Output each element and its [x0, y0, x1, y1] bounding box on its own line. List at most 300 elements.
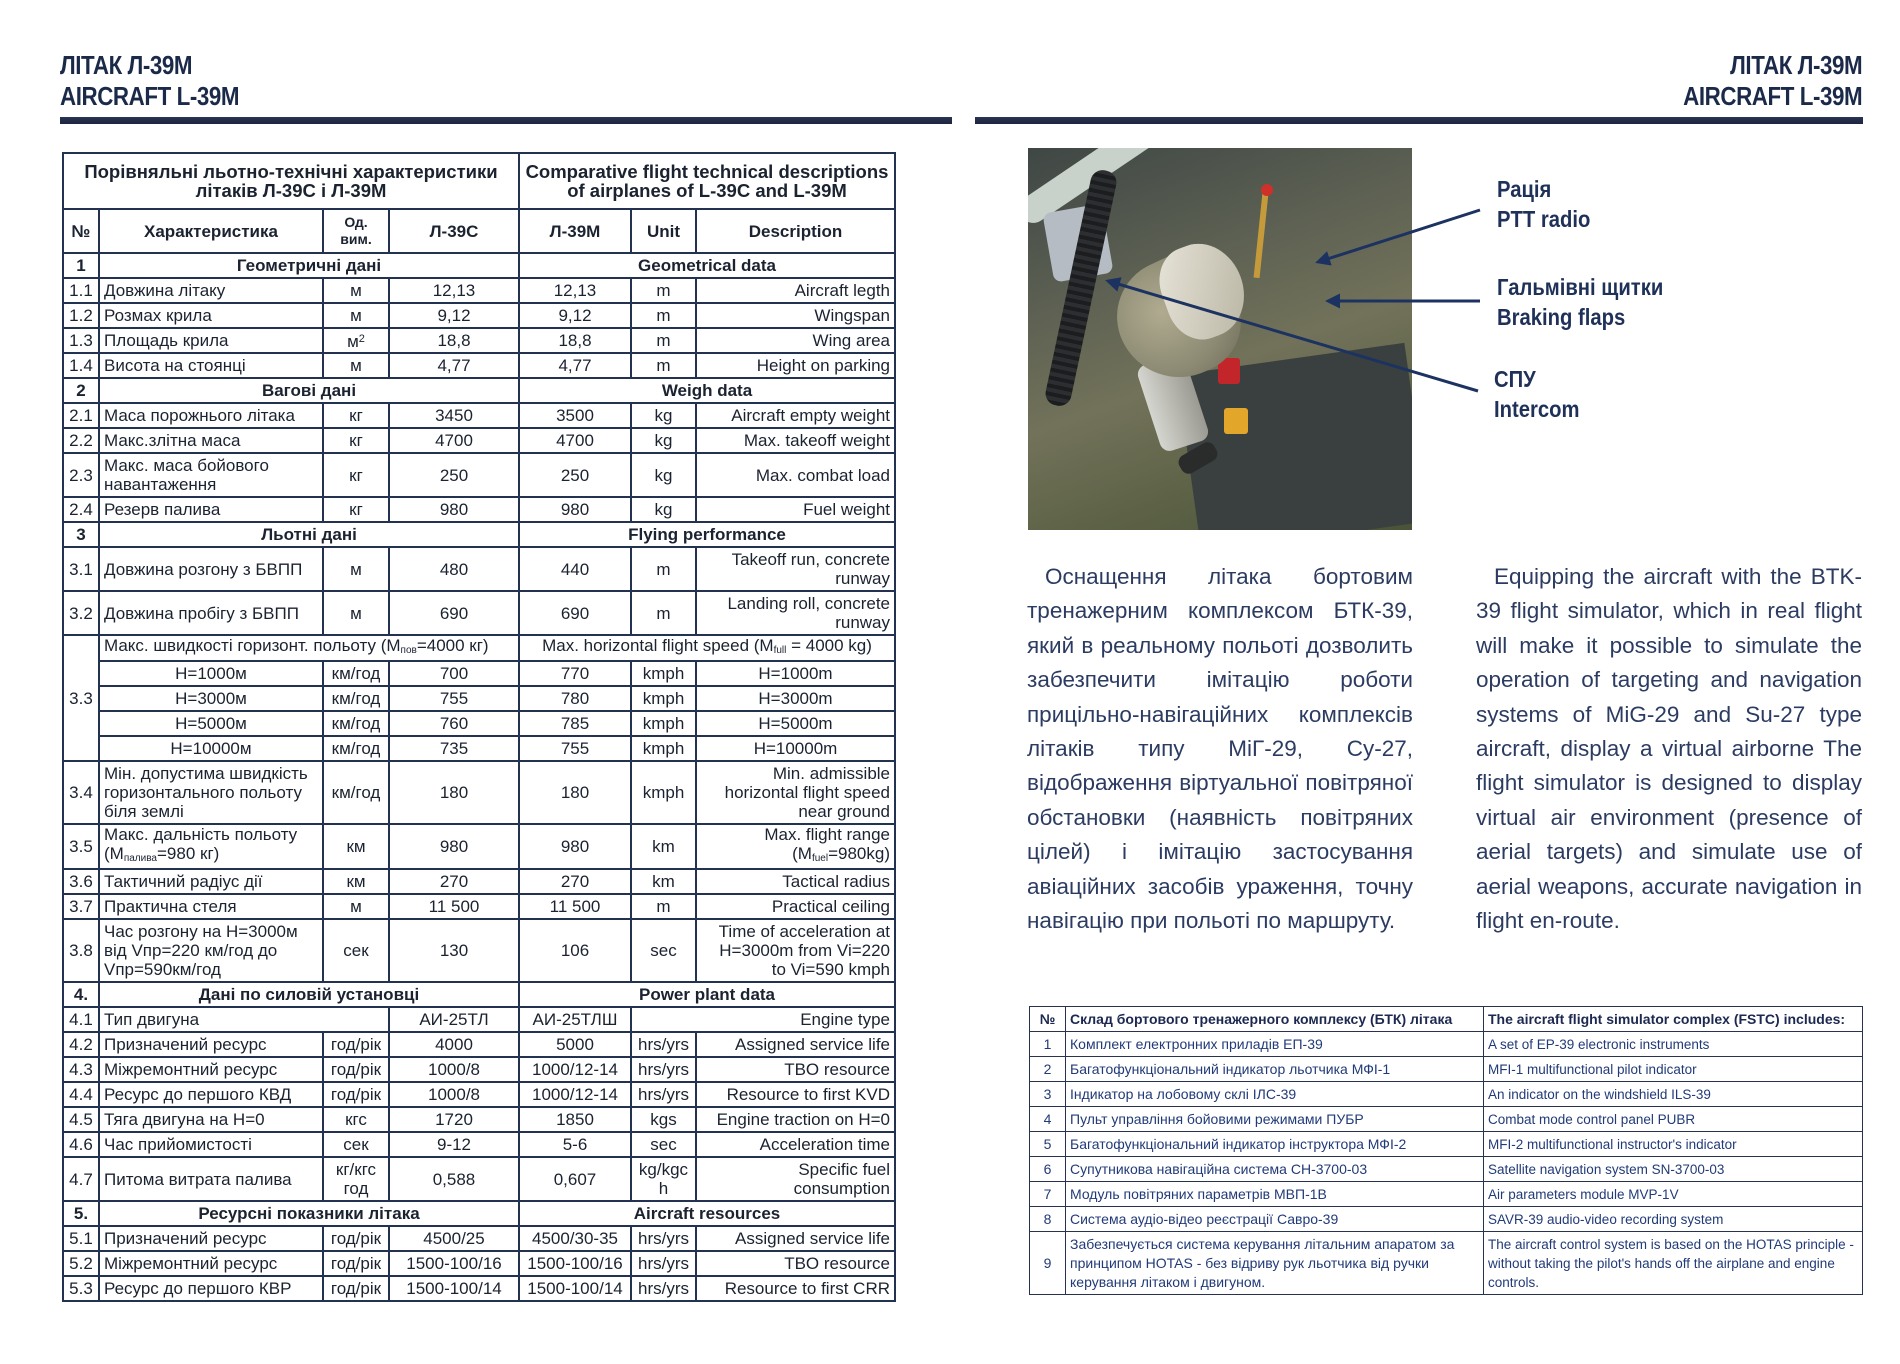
row-description: Max. combat load [696, 453, 895, 497]
row-number: 3.8 [63, 919, 99, 982]
row-value-l39m: 690 [519, 591, 631, 635]
row-characteristic: Тип двигуна [99, 1007, 389, 1032]
row-characteristic: Довжина літаку [99, 278, 323, 303]
row-unit-uk: год/рік [323, 1082, 389, 1107]
table-row [63, 547, 895, 591]
section-number: 3 [63, 522, 99, 547]
row-characteristic: Мін. допустима швидкість горизонтального польоту біля землі [99, 761, 323, 824]
fstc-row-number: 1 [1030, 1032, 1066, 1057]
row-value-l39c: 700 [389, 661, 519, 686]
row-value-l39m: АИ-25ТЛШ [519, 1007, 631, 1032]
speed-row [63, 736, 895, 761]
row-value-l39c: 755 [389, 686, 519, 711]
speed-group-title-uk: Макс. швидкості горизонт. польоту ($M_{пов}=4000$ кг) [99, 635, 519, 661]
row-unit-en: kmph [631, 661, 696, 686]
fstc-item-uk: Система аудіо-відео реєстрації Савро-39 [1066, 1207, 1484, 1232]
row-unit-uk: год/рік [323, 1276, 389, 1301]
table-row [63, 428, 895, 453]
fstc-row [1030, 1082, 1863, 1107]
row-number: 4.6 [63, 1132, 99, 1157]
row-unit-uk: год/рік [323, 1032, 389, 1057]
fstc-col-uk: Склад бортового тренажерного комплексу (БТК) літака [1066, 1007, 1484, 1032]
row-unit-en: kmph [631, 686, 696, 711]
row-unit-uk: м [323, 353, 389, 378]
row-characteristic: Час розгону на H=3000м від Vпр=220 км/год до Vпр=590км/год [99, 919, 323, 982]
row-unit-en: m [631, 353, 696, 378]
table-row [63, 328, 895, 353]
row-description: Fuel weight [696, 497, 895, 522]
row-description: Assigned service life [696, 1032, 895, 1057]
title-ukrainian: ЛІТАК Л-39М [60, 50, 193, 80]
row-value-l39m: 4700 [519, 428, 631, 453]
fstc-item-en: A set of EP-39 electronic instruments [1484, 1032, 1863, 1057]
row-unit-uk: год/рік [323, 1226, 389, 1251]
section-header-row [63, 982, 895, 1007]
row-number: 2.2 [63, 428, 99, 453]
row-unit-en: kmph [631, 711, 696, 736]
section-title-en: Aircraft resources [519, 1201, 895, 1226]
row-description: Wingspan [696, 303, 895, 328]
row-description: Aircraft legth [696, 278, 895, 303]
row-unit-uk: м [323, 591, 389, 635]
row-value-l39m: 11 500 [519, 894, 631, 919]
right-page-title [1683, 50, 1862, 112]
row-unit-en: km [631, 869, 696, 894]
section-title-uk: Вагові дані [99, 378, 519, 403]
row-description: Assigned service life [696, 1226, 895, 1251]
row-value-l39m: 12,13 [519, 278, 631, 303]
speed-group-title-en: Max. horizontal flight speed ($M_{full} = 4000$ kg) [519, 635, 895, 661]
speed-group-header-row [63, 635, 895, 661]
row-characteristic: Тактичний радіус дії [99, 869, 323, 894]
row-unit-uk: км/год [323, 711, 389, 736]
row-unit-uk: м [323, 278, 389, 303]
fstc-item-en: SAVR-39 audio-video recording system [1484, 1207, 1863, 1232]
row-number: 5.3 [63, 1276, 99, 1301]
row-value-l39c: 1720 [389, 1107, 519, 1132]
row-description: Landing roll, concrete runway [696, 591, 895, 635]
row-value-l39c: 760 [389, 711, 519, 736]
speed-altitude-en: H=1000m [696, 661, 895, 686]
row-number: 4.7 [63, 1157, 99, 1201]
row-unit-uk: кгс [323, 1107, 389, 1132]
row-unit-en: kgs [631, 1107, 696, 1132]
row-number: 3.5 [63, 824, 99, 869]
table-row [63, 894, 895, 919]
col-characteristic: Характеристика [99, 209, 323, 253]
row-value-l39m: 755 [519, 736, 631, 761]
row-unit-uk: год/рік [323, 1251, 389, 1276]
fstc-item-uk: Забезпечується система керування літальним апаратом за принципом HOTAS - без відриву рук льотчика від ручки керування літаком і двигуном. [1066, 1232, 1484, 1295]
col-description: Description [696, 209, 895, 253]
table-row [63, 1032, 895, 1057]
row-unit-uk: км/год [323, 661, 389, 686]
fstc-item-uk: Комплект електронних приладів ЕП-39 [1066, 1032, 1484, 1057]
row-number: 3.6 [63, 869, 99, 894]
table-row [63, 1226, 895, 1251]
row-number: 3.2 [63, 591, 99, 635]
fstc-item-uk: Модуль повітряних параметрів МВП-1В [1066, 1182, 1484, 1207]
row-unit-uk: кг/кгс год [323, 1157, 389, 1201]
row-value-l39c: 4700 [389, 428, 519, 453]
row-unit-en: hrs/yrs [631, 1251, 696, 1276]
row-unit-en: kg [631, 428, 696, 453]
row-value-l39m: 5000 [519, 1032, 631, 1057]
row-unit-en: m [631, 303, 696, 328]
row-number: 2.4 [63, 497, 99, 522]
row-description: Max. takeoff weight [696, 428, 895, 453]
fstc-row [1030, 1232, 1863, 1295]
row-characteristic: Тяга двигуна на H=0 [99, 1107, 323, 1132]
row-unit-uk: м [323, 547, 389, 591]
cockpit-control-stick-photo [1028, 148, 1412, 530]
row-characteristic: Висота на стоянці [99, 353, 323, 378]
section-title-uk: Дані по силовій установці [99, 982, 519, 1007]
section-title-uk: Геометричні дані [99, 253, 519, 278]
col-l39c: Л-39С [389, 209, 519, 253]
title-english: AIRCRAFT L-39M [60, 81, 240, 111]
row-number: 1.3 [63, 328, 99, 353]
row-unit-en: kmph [631, 736, 696, 761]
table-title-uk: Порівняльні льотно-технічні характеристики літаків Л-39С і Л-39М [63, 153, 519, 209]
row-value-l39c: 980 [389, 497, 519, 522]
fstc-item-en: An indicator on the windshield ILS-39 [1484, 1082, 1863, 1107]
row-value-l39m: 980 [519, 824, 631, 869]
table-row [63, 278, 895, 303]
section-number: 5. [63, 1201, 99, 1226]
fstc-item-uk: Індикатор на лобовому склі ІЛС-39 [1066, 1082, 1484, 1107]
speed-row [63, 686, 895, 711]
section-header-row [63, 522, 895, 547]
row-unit-en: hrs/yrs [631, 1082, 696, 1107]
row-value-l39c: 250 [389, 453, 519, 497]
row-characteristic: Ресурс до першого КВД [99, 1082, 323, 1107]
row-number: 2.3 [63, 453, 99, 497]
row-unit-uk: км/год [323, 686, 389, 711]
row-unit-en: m [631, 894, 696, 919]
row-unit-en: kmph [631, 761, 696, 824]
row-unit-uk: кг [323, 403, 389, 428]
row-unit-uk: км/год [323, 736, 389, 761]
fstc-row [1030, 1107, 1863, 1132]
fstc-item-uk: Супутникова навігаційна система СН-3700-03 [1066, 1157, 1484, 1182]
speed-altitude-en: H=10000m [696, 736, 895, 761]
row-value-l39c: 4500/25 [389, 1226, 519, 1251]
row-value-l39c: 1500-100/16 [389, 1251, 519, 1276]
row-value-l39c: АИ-25ТЛ [389, 1007, 519, 1032]
section-title-en: Weigh data [519, 378, 895, 403]
row-value-l39c: 18,8 [389, 328, 519, 353]
row-number: 4.2 [63, 1032, 99, 1057]
row-value-l39m: 1500-100/14 [519, 1276, 631, 1301]
row-characteristic: Макс. маса бойового навантаження [99, 453, 323, 497]
section-number: 1 [63, 253, 99, 278]
table-row [63, 453, 895, 497]
fstc-row [1030, 1207, 1863, 1232]
table-row [63, 497, 895, 522]
description-paragraph-en: Equipping the aircraft with the BTK-39 flight simulator, which in real flight will make it possible to simulate the operation of targeting and navigation systems of MiG-29 and Su-27 type aircraft, display a virtual airborne The flight simulator is designed to display virtual air environment (presence of aerial targets) and simulate use of aerial weapons, accurate navigation in flight en-route. [1476, 564, 1862, 934]
section-title-uk: Ресурсні показники літака [99, 1201, 519, 1226]
row-description: Engine traction on H=0 [696, 1107, 895, 1132]
row-value-l39m: 18,8 [519, 328, 631, 353]
fstc-row-number: 8 [1030, 1207, 1066, 1232]
row-unit-uk: сек [323, 919, 389, 982]
row-description: Height on parking [696, 353, 895, 378]
photo-rod [1254, 193, 1269, 278]
fstc-row-number: 6 [1030, 1157, 1066, 1182]
row-characteristic: Питома витрата палива [99, 1157, 323, 1201]
row-value-l39m: 106 [519, 919, 631, 982]
speed-altitude-uk: H=1000м [99, 661, 323, 686]
row-unit-uk: км [323, 824, 389, 869]
col-unit-en: Unit [631, 209, 696, 253]
row-unit-uk: сек [323, 1132, 389, 1157]
header-rule-right [975, 117, 1863, 124]
row-value-l39m: 180 [519, 761, 631, 824]
row-description: Max. flight range $(M_{fuel}=980kg)$ [696, 824, 895, 869]
row-characteristic: Макс.злітна маса [99, 428, 323, 453]
row-unit-en: kg/kgc h [631, 1157, 696, 1201]
fstc-item-uk: Багатофункціональний індикатор інструктора МФІ-2 [1066, 1132, 1484, 1157]
row-unit-en: hrs/yrs [631, 1057, 696, 1082]
row-unit-en: m [631, 328, 696, 353]
row-value-l39c: 0,588 [389, 1157, 519, 1201]
row-value-l39m: 250 [519, 453, 631, 497]
fstc-row [1030, 1032, 1863, 1057]
row-unit-en: kg [631, 403, 696, 428]
row-value-l39c: 3450 [389, 403, 519, 428]
speed-row [63, 661, 895, 686]
row-value-l39m: 5-6 [519, 1132, 631, 1157]
row-unit-en: kg [631, 453, 696, 497]
row-value-l39m: 1000/12-14 [519, 1082, 631, 1107]
description-paragraph-uk: Оснащення літака бортовим тренажерним комплексом БТК-39, який в реальному польоті дозволить забезпечити імітацію роботи прицільно-навігаційних комплексів літаків типу МіГ-29, Су-27, відображення віртуальної повітряної обстановки (наявність повітряних цілей) і імітацію застосування авіаційних засобів ураження, точну навігацію при польоті по маршруту. [1027, 564, 1413, 934]
row-unit-en: sec [631, 1132, 696, 1157]
row-description: TBO resource [696, 1057, 895, 1082]
row-characteristic: Міжремонтний ресурс [99, 1057, 323, 1082]
row-value-l39m: 4,77 [519, 353, 631, 378]
row-value-l39c: 1000/8 [389, 1082, 519, 1107]
row-value-l39c: 980 [389, 824, 519, 869]
flight-simulator-complex-table [1029, 1006, 1863, 1295]
row-unit-uk: кг [323, 453, 389, 497]
row-unit-en: sec [631, 919, 696, 982]
row-description: Min. admissible horizontal flight speed near ground [696, 761, 895, 824]
table-row [63, 1276, 895, 1301]
col-unit-uk: Од. вим. [323, 209, 389, 253]
speed-altitude-uk: H=10000м [99, 736, 323, 761]
fstc-item-uk: Багатофункціональний індикатор льотчика МФІ-1 [1066, 1057, 1484, 1082]
row-unit-uk: км/год [323, 761, 389, 824]
row-value-l39m: 270 [519, 869, 631, 894]
row-value-l39c: 480 [389, 547, 519, 591]
row-characteristic: Довжина пробігу з БВПП [99, 591, 323, 635]
row-value-l39m: 770 [519, 661, 631, 686]
row-characteristic: Довжина розгону з БВПП [99, 547, 323, 591]
row-number: 4.1 [63, 1007, 99, 1032]
callout-braking-flaps: Гальмівні щитки Braking flaps [1497, 274, 1664, 330]
row-characteristic: Макс. дальність польоту ($M_{палива}=980$ кг) [99, 824, 323, 869]
fstc-row-number: 9 [1030, 1232, 1066, 1295]
row-description: Resource to first CRR [696, 1276, 895, 1301]
row-unit-en: m [631, 278, 696, 303]
row-value-l39c: 4000 [389, 1032, 519, 1057]
row-characteristic: Маса порожнього літака [99, 403, 323, 428]
fstc-item-en: MFI-2 multifunctional instructor's indicator [1484, 1132, 1863, 1157]
section-title-uk: Льотні дані [99, 522, 519, 547]
row-unit-en: hrs/yrs [631, 1226, 696, 1251]
row-value-l39c: 9,12 [389, 303, 519, 328]
column-header-row [63, 209, 895, 253]
fstc-row-number: 7 [1030, 1182, 1066, 1207]
callout-intercom: СПУ Intercom [1494, 366, 1580, 422]
row-number: 3.1 [63, 547, 99, 591]
row-number: 3.3 [63, 635, 99, 761]
row-number: 4.4 [63, 1082, 99, 1107]
row-number: 3.4 [63, 761, 99, 824]
row-unit-en: m [631, 591, 696, 635]
row-number: 2.1 [63, 403, 99, 428]
fstc-item-en: MFI-1 multifunctional pilot indicator [1484, 1057, 1863, 1082]
row-value-l39c: 270 [389, 869, 519, 894]
row-characteristic: Призначений ресурс [99, 1226, 323, 1251]
row-characteristic: Практична стеля [99, 894, 323, 919]
row-characteristic: Розмах крила [99, 303, 323, 328]
table-row [63, 1057, 895, 1082]
table-row [63, 1157, 895, 1201]
left-page-title [60, 50, 239, 112]
row-unit-uk: год/рік [323, 1057, 389, 1082]
row-value-l39c: 735 [389, 736, 519, 761]
row-value-l39m: 440 [519, 547, 631, 591]
row-unit-uk: $м^2$ [323, 328, 389, 353]
header-rule-left [60, 117, 952, 124]
table-row [63, 761, 895, 824]
row-value-l39m: 9,12 [519, 303, 631, 328]
section-title-en: Geometrical data [519, 253, 895, 278]
fstc-row [1030, 1182, 1863, 1207]
table-row [63, 303, 895, 328]
row-characteristic: Міжремонтний ресурс [99, 1251, 323, 1276]
row-value-l39m: 780 [519, 686, 631, 711]
row-description: Time of acceleration at H=3000m from Vi=220 to Vi=590 kmph [696, 919, 895, 982]
row-unit-uk: м [323, 303, 389, 328]
fstc-row-number: 4 [1030, 1107, 1066, 1132]
row-value-l39m: 4500/30-35 [519, 1226, 631, 1251]
row-unit-uk: кг [323, 497, 389, 522]
row-description: Resource to first KVD [696, 1082, 895, 1107]
row-value-l39m: 3500 [519, 403, 631, 428]
row-value-l39c: 1000/8 [389, 1057, 519, 1082]
fstc-row-number: 5 [1030, 1132, 1066, 1157]
table-row [63, 869, 895, 894]
row-description: Acceleration time [696, 1132, 895, 1157]
table-row [63, 403, 895, 428]
row-value-l39c: 1500-100/14 [389, 1276, 519, 1301]
fstc-col-num: № [1030, 1007, 1066, 1032]
speed-altitude-en: H=3000m [696, 686, 895, 711]
row-value-l39c: 690 [389, 591, 519, 635]
fstc-item-uk: Пульт управління бойовими режимами ПУБР [1066, 1107, 1484, 1132]
row-unit-en: m [631, 547, 696, 591]
speed-altitude-uk: H=5000м [99, 711, 323, 736]
row-unit-en: hrs/yrs [631, 1032, 696, 1057]
row-number: 5.2 [63, 1251, 99, 1276]
section-title-en: Flying performance [519, 522, 895, 547]
fstc-item-en: Combat mode control panel PUBR [1484, 1107, 1863, 1132]
fstc-item-en: The aircraft control system is based on the HOTAS principle - without taking the pilot's hands off the airplane and engine controls. [1484, 1232, 1863, 1295]
row-number: 3.7 [63, 894, 99, 919]
table-title-row [63, 153, 895, 209]
row-unit-en: kg [631, 497, 696, 522]
row-number: 4.3 [63, 1057, 99, 1082]
row-value-l39c: 12,13 [389, 278, 519, 303]
row-value-l39m: 980 [519, 497, 631, 522]
fstc-item-en: Air parameters module MVP-1V [1484, 1182, 1863, 1207]
title-ukrainian: ЛІТАК Л-39М [1729, 50, 1862, 80]
fstc-col-en: The aircraft flight simulator complex (FSTC) includes: [1484, 1007, 1863, 1032]
section-header-row [63, 1201, 895, 1226]
row-value-l39m: 1500-100/16 [519, 1251, 631, 1276]
row-unit-en: km [631, 824, 696, 869]
table-row [63, 919, 895, 982]
row-value-l39m: 785 [519, 711, 631, 736]
table-row [63, 591, 895, 635]
table-row [63, 1007, 895, 1032]
row-value-l39m: 1850 [519, 1107, 631, 1132]
fstc-row-number: 2 [1030, 1057, 1066, 1082]
col-l39m: Л-39М [519, 209, 631, 253]
row-characteristic: Резерв палива [99, 497, 323, 522]
section-number: 2 [63, 378, 99, 403]
speed-altitude-en: H=5000m [696, 711, 895, 736]
comparison-spec-table [62, 152, 896, 1302]
row-value-l39c: 9-12 [389, 1132, 519, 1157]
row-value-l39c: 130 [389, 919, 519, 982]
callout-ptt-radio: Рація PTT radio [1497, 176, 1591, 232]
row-unit-uk: кг [323, 428, 389, 453]
row-characteristic: Ресурс до першого КВР [99, 1276, 323, 1301]
row-description: TBO resource [696, 1251, 895, 1276]
fstc-item-en: Satellite navigation system SN-3700-03 [1484, 1157, 1863, 1182]
row-characteristic: Час прийомистості [99, 1132, 323, 1157]
row-unit-uk: км [323, 869, 389, 894]
row-value-l39m: 0,607 [519, 1157, 631, 1201]
row-description: Specific fuel consumption [696, 1157, 895, 1201]
speed-altitude-uk: H=3000м [99, 686, 323, 711]
table-row [63, 1251, 895, 1276]
row-description: Wing area [696, 328, 895, 353]
fstc-row-number: 3 [1030, 1082, 1066, 1107]
row-number: 4.5 [63, 1107, 99, 1132]
row-number: 5.1 [63, 1226, 99, 1251]
table-row [63, 1132, 895, 1157]
row-number: 1.4 [63, 353, 99, 378]
section-header-row [63, 378, 895, 403]
row-description: Takeoff run, concrete runway [696, 547, 895, 591]
table-row [63, 1082, 895, 1107]
speed-row [63, 711, 895, 736]
fstc-row [1030, 1157, 1863, 1182]
row-description: Practical ceiling [696, 894, 895, 919]
row-description: Engine type [631, 1007, 895, 1032]
table-row [63, 353, 895, 378]
fstc-header-row [1030, 1007, 1863, 1032]
title-english: AIRCRAFT L-39M [1682, 81, 1862, 111]
row-value-l39c: 180 [389, 761, 519, 824]
row-unit-en: hrs/yrs [631, 1276, 696, 1301]
col-num: № [63, 209, 99, 253]
